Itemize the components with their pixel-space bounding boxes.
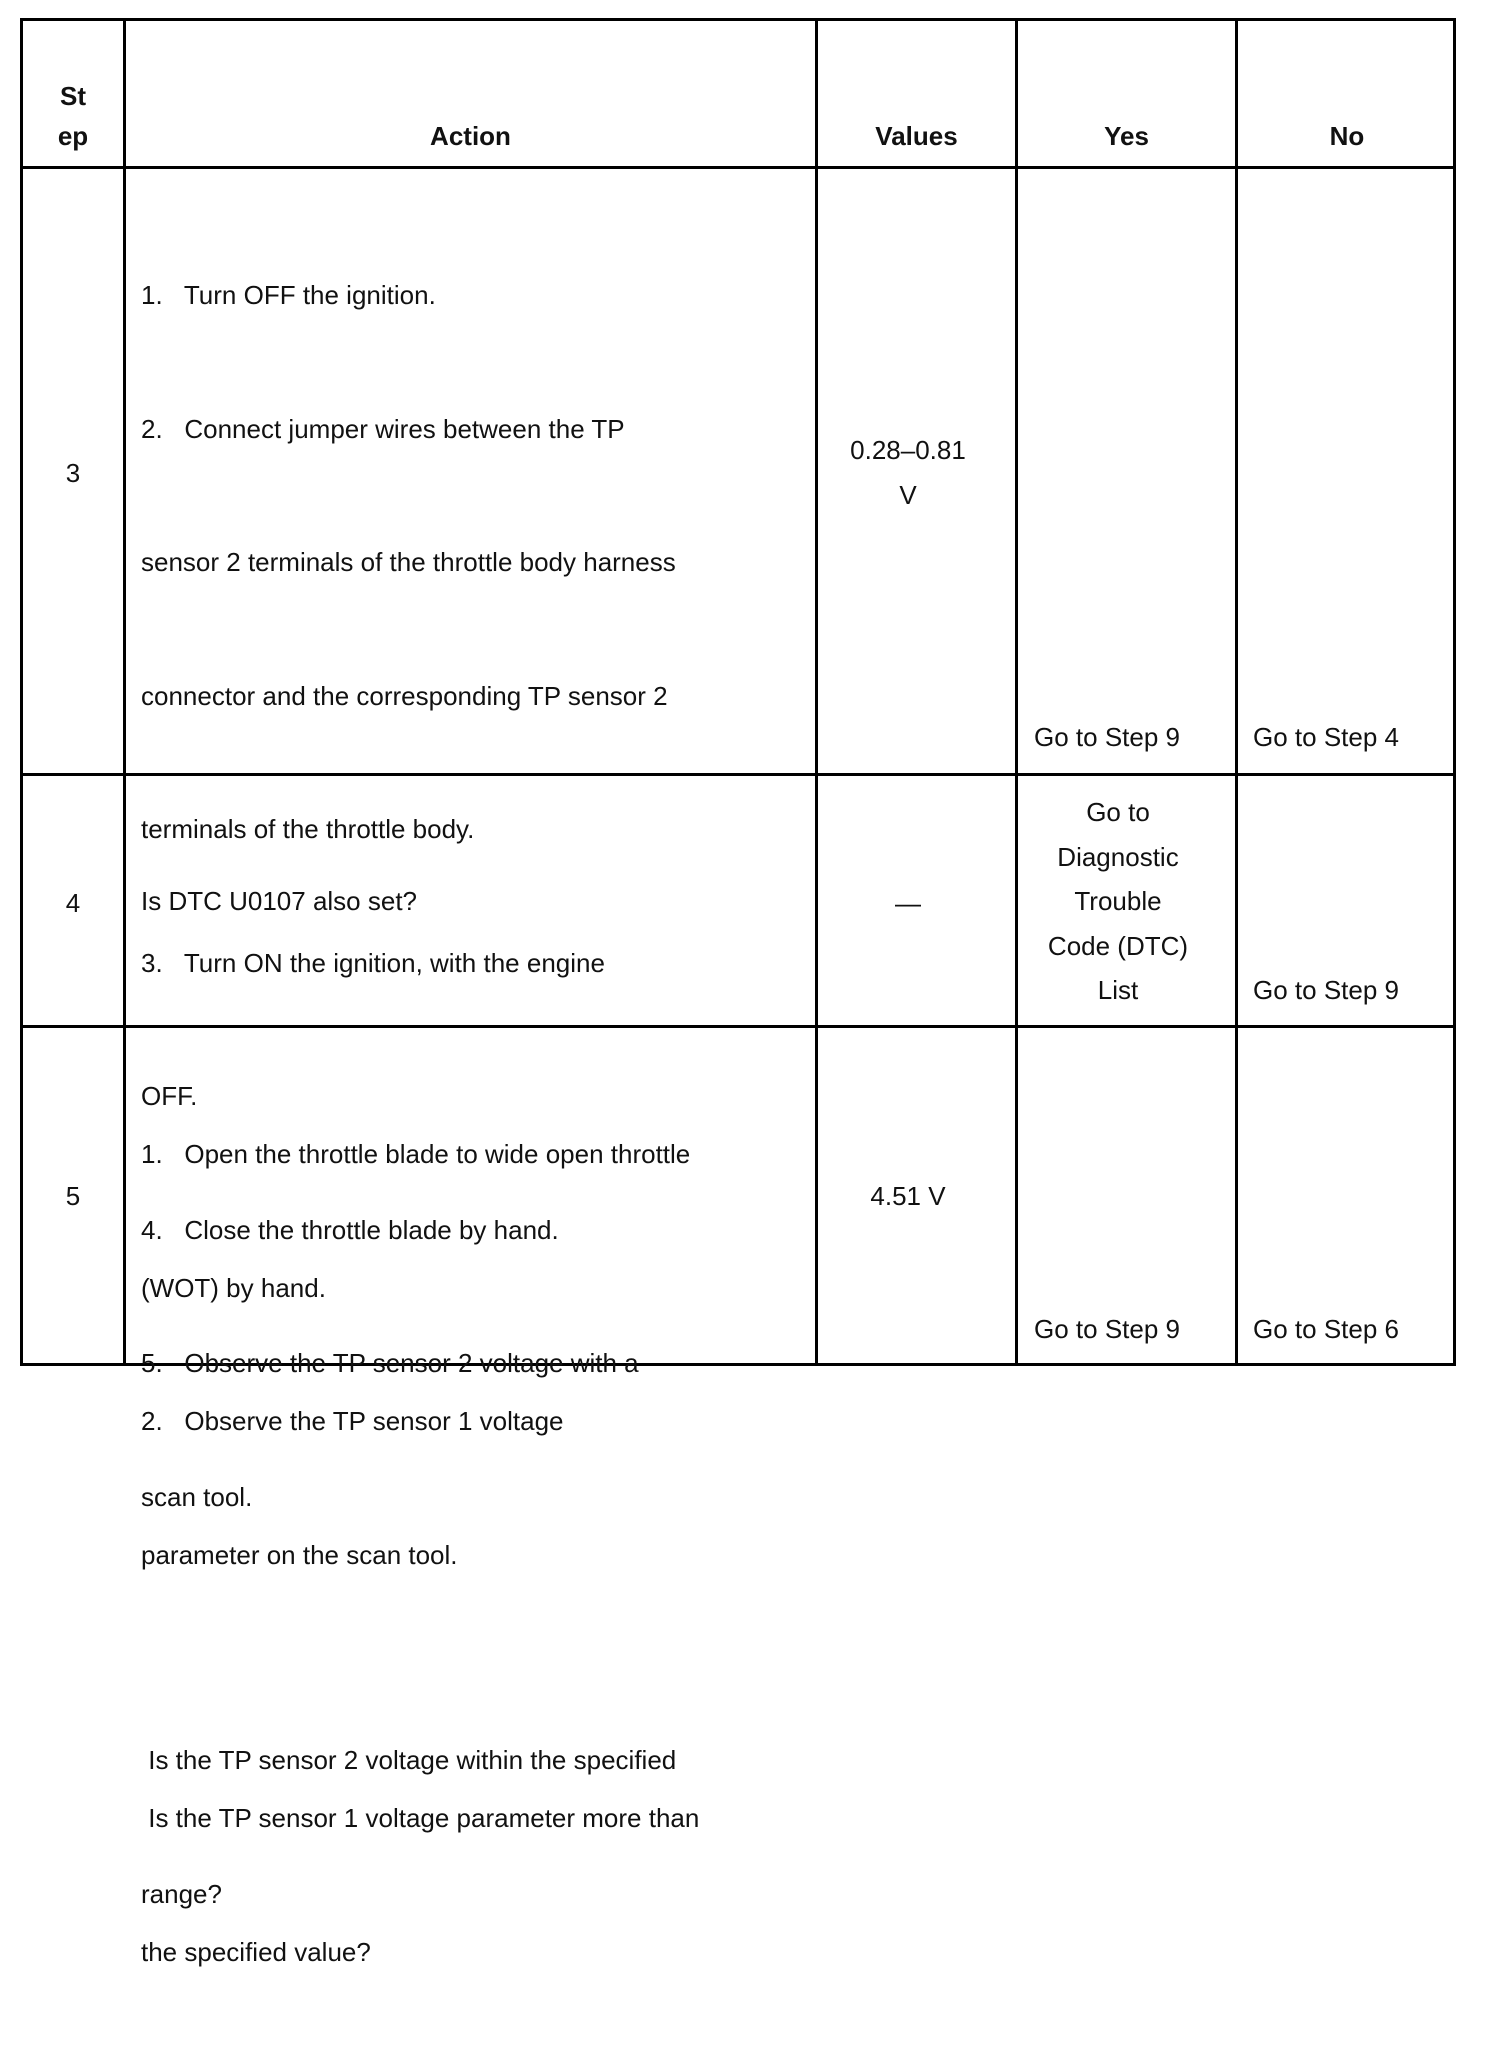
action-line: 2. Connect jumper wires between the TP: [141, 413, 625, 444]
action-text: [141, 790, 417, 1013]
action-line: connector and the corresponding TP sensor 2: [141, 680, 668, 711]
action-line: (WOT) by hand.: [141, 1272, 326, 1303]
action-line: sensor 2 terminals of the throttle body harness: [141, 547, 676, 577]
step-number: 3: [65, 458, 81, 488]
header-yes: Yes: [1104, 121, 1149, 151]
action-line: 1. Open the throttle blade to wide open throttle: [141, 1139, 691, 1169]
header-no: No: [1329, 121, 1365, 151]
diagnostic-table: [20, 18, 1456, 1967]
no-text: Go to Step 6: [1253, 1314, 1399, 1344]
action-line: Is DTC U0107 also set?: [141, 886, 418, 916]
header-values: Values: [875, 121, 958, 151]
action-line: 1. Turn OFF the ignition.: [141, 280, 436, 310]
action-line: Is the TP sensor 2 voltage within the specified: [141, 1745, 677, 1775]
column-divider: [123, 21, 126, 1363]
column-divider: [815, 21, 818, 1363]
value-text: 0.28–0.81 V: [850, 435, 966, 510]
action-line: terminals of the throttle body.: [141, 814, 475, 844]
action-line: 5. Observe the TP sensor 2 voltage with a: [141, 1348, 639, 1378]
header-action: Action: [430, 121, 511, 151]
action-line: 2. Observe the TP sensor 1 voltage: [141, 1406, 564, 1436]
header-step: St ep: [57, 81, 89, 151]
value-text: 4.51 V: [870, 1181, 946, 1211]
action-line: scan tool.: [141, 1481, 253, 1512]
value-text: —: [895, 888, 921, 918]
action-line: the specified value?: [141, 1936, 371, 1967]
yes-text: Go to Diagnostic Trouble Code (DTC) List: [1047, 797, 1189, 1005]
no-text: Go to Step 9: [1253, 975, 1399, 1005]
action-line: Is the TP sensor 1 voltage parameter more than: [141, 1803, 700, 1833]
action-line: 3. Turn ON the ignition, with the engine: [141, 947, 605, 978]
action-line: 4. Close the throttle blade by hand.: [141, 1214, 559, 1245]
no-text: Go to Step 4: [1253, 722, 1399, 752]
action-text: [141, 1043, 699, 2063]
action-line: range?: [141, 1878, 222, 1909]
yes-text: Go to Step 9: [1034, 722, 1180, 752]
column-divider: [1015, 21, 1018, 1363]
step-number: 4: [65, 888, 81, 918]
yes-text: Go to Step 9: [1034, 1314, 1180, 1344]
action-line: OFF.: [141, 1081, 198, 1111]
row-divider: [23, 166, 1453, 169]
blank-line: [141, 1666, 699, 1707]
column-divider: [1235, 21, 1238, 1363]
action-line: parameter on the scan tool.: [141, 1539, 458, 1570]
step-number: 5: [65, 1181, 81, 1211]
